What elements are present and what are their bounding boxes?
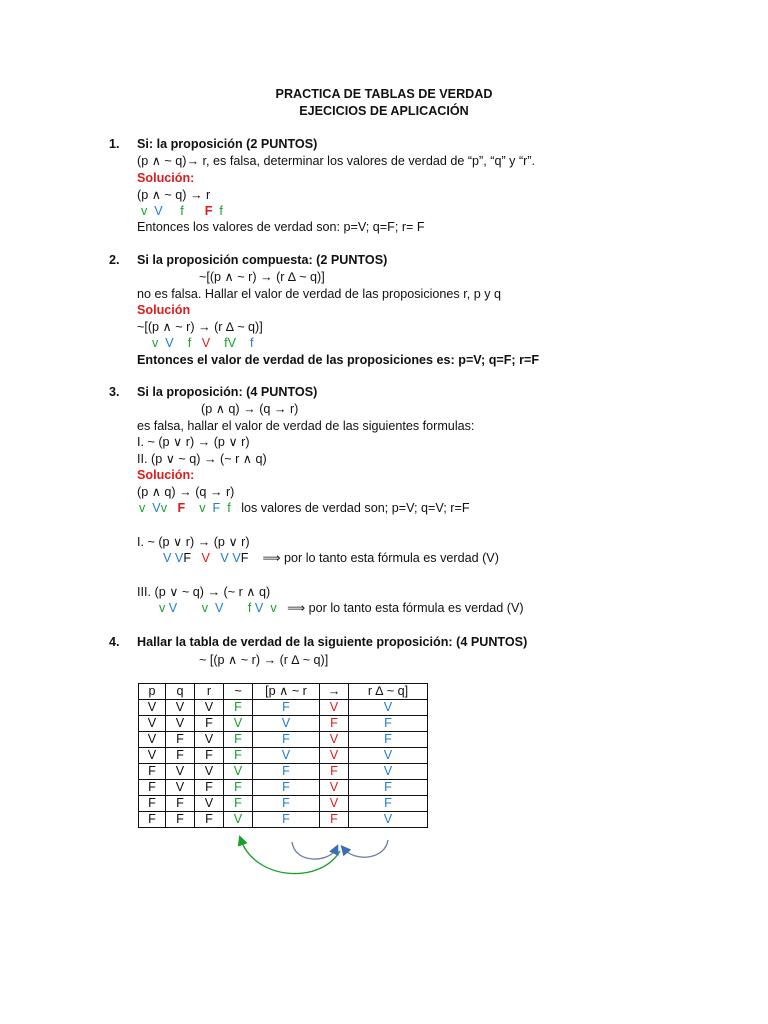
table-cell: V: [320, 748, 349, 764]
table-cell: F: [349, 716, 428, 732]
q2-number: 2.: [109, 253, 120, 267]
q2-val: f: [187, 336, 192, 350]
table-row: [139, 716, 428, 732]
table-cell: V: [166, 700, 195, 716]
q3-sub1-result: ⟹ por lo tanto esta fórmula es verdad (V): [262, 551, 499, 565]
truth-table: [138, 683, 428, 828]
q3-val: v: [139, 501, 146, 515]
table-cell: V: [166, 780, 195, 796]
q1-values: [141, 203, 223, 219]
q1-number: 1.: [109, 137, 120, 151]
green-arrow: [241, 840, 340, 874]
table-cell: F: [195, 716, 224, 732]
table-cell: F: [253, 732, 320, 748]
q3-sub1-val: F: [240, 551, 249, 565]
table-cell: F: [349, 732, 428, 748]
q3-sub2-val: f: [247, 601, 252, 615]
q1-statement: (p ∧ ~ q)→ r, es falsa, determinar los valores de verdad de “p”, “q” y “r”.: [137, 154, 536, 168]
q3-values-text: los valores de verdad son; p=V; q=V; r=F: [241, 501, 470, 515]
table-header-cell: r ∆ ~ q]: [349, 684, 428, 700]
table-cell: V: [195, 700, 224, 716]
table-row: [139, 748, 428, 764]
q3-item-1: I. ~ (p ∨ r) → (p ∨ r): [137, 435, 250, 449]
table-cell: F: [139, 780, 166, 796]
blue-arrow-right: [344, 840, 388, 857]
table-row: [139, 764, 428, 780]
q3-heading: Si la proposición: (4 PUNTOS): [137, 385, 318, 399]
table-header-cell: →: [320, 684, 349, 700]
q3-sub2-values: [159, 600, 524, 616]
table-cell: V: [166, 764, 195, 780]
table-cell: V: [349, 700, 428, 716]
table-cell: F: [195, 748, 224, 764]
table-header-cell: r: [195, 684, 224, 700]
blue-arrow-left: [292, 842, 336, 859]
table-cell: V: [349, 812, 428, 828]
table-cell: F: [166, 796, 195, 812]
table-cell: F: [253, 764, 320, 780]
q1-formula: (p ∧ ~ q) → r: [137, 188, 211, 202]
q3-values: [139, 500, 470, 516]
table-cell: V: [139, 716, 166, 732]
table-cell: F: [320, 812, 349, 828]
q3-val: F: [212, 501, 221, 515]
table-header-cell: q: [166, 684, 195, 700]
q1-val: v: [141, 204, 148, 218]
table-cell: F: [224, 748, 253, 764]
table-cell: V: [349, 748, 428, 764]
doc-title: PRACTICA DE TABLAS DE VERDAD: [275, 87, 493, 101]
q3-sub2-val: V: [215, 601, 224, 615]
table-cell: F: [349, 780, 428, 796]
q1-heading: Si: la proposición (2 PUNTOS): [137, 137, 318, 151]
table-header-row: [139, 684, 428, 700]
table-header-cell: [p ∧ ~ r: [253, 684, 320, 700]
q3-val: F: [177, 501, 186, 515]
q2-statement: no es falsa. Hallar el valor de verdad de las proposiciones r, p y q: [137, 287, 502, 301]
q3-sub1-val: V: [220, 551, 229, 565]
q1-conclusion: Entonces los valores de verdad son: p=V; q=F; r= F: [137, 220, 425, 234]
table-row: [139, 780, 428, 796]
table-cell: V: [224, 764, 253, 780]
table-cell: V: [320, 780, 349, 796]
table-row: [139, 732, 428, 748]
q2-val: v: [152, 336, 159, 350]
q3-sub2-result: ⟹ por lo tanto esta fórmula es verdad (V): [287, 601, 524, 615]
q3-val: v: [199, 501, 206, 515]
q3-sub2-val: V: [168, 601, 178, 615]
q1-val: f: [219, 204, 223, 218]
q3-statement: es falsa, hallar el valor de verdad de las siguientes formulas:: [137, 419, 475, 433]
q3-sub1-val: V: [163, 551, 172, 565]
q2-values: [152, 335, 254, 351]
table-cell: F: [224, 796, 253, 812]
table-cell: F: [224, 700, 253, 716]
table-cell: V: [253, 748, 320, 764]
table-row: [139, 812, 428, 828]
q3-formula-solution: (p ∧ q) → (q → r): [137, 485, 235, 499]
table-cell: F: [139, 796, 166, 812]
q3-sub2-val: v: [201, 601, 208, 615]
q3-formula: (p ∧ q) → (q → r): [201, 402, 299, 416]
table-cell: F: [253, 780, 320, 796]
q3-sub1-values: [163, 550, 499, 566]
q3-sub2-formula: III. (p ∨ ~ q) → (~ r ∧ q): [137, 585, 271, 599]
table-row: [139, 796, 428, 812]
q4-number: 4.: [109, 635, 120, 649]
table-cell: V: [320, 796, 349, 812]
q3-solution-label: Solución:: [137, 468, 195, 482]
table-cell: V: [166, 716, 195, 732]
q1-val: F: [204, 204, 213, 218]
q2-heading: Si la proposición compuesta: (2 PUNTOS): [137, 253, 388, 267]
table-cell: F: [166, 748, 195, 764]
q3-sub1-val: F: [183, 551, 192, 565]
q3-val: f: [227, 501, 231, 515]
table-cell: V: [320, 732, 349, 748]
q3-val: V: [152, 501, 161, 515]
q3-item-2: II. (p ∨ ~ q) → (~ r ∧ q): [137, 452, 267, 466]
table-cell: V: [139, 732, 166, 748]
table-cell: F: [224, 780, 253, 796]
q2-solution-label: Solución: [137, 303, 191, 317]
q3-sub1-formula: I. ~ (p ∨ r) → (p ∨ r): [137, 535, 250, 549]
table-cell: F: [320, 716, 349, 732]
table-cell: F: [166, 732, 195, 748]
q2-val: f: [250, 336, 254, 350]
table-row: [139, 700, 428, 716]
q2-val: fV: [224, 336, 237, 350]
table-header-cell: p: [139, 684, 166, 700]
table-cell: V: [195, 764, 224, 780]
table-cell: V: [139, 700, 166, 716]
table-cell: V: [320, 700, 349, 716]
doc-subtitle: EJECICIOS DE APLICACIÓN: [299, 104, 469, 118]
q1-solution-label: Solución:: [137, 171, 195, 185]
q2-val: V: [165, 336, 174, 350]
table-cell: F: [253, 700, 320, 716]
table-header-cell: ~: [224, 684, 253, 700]
table-cell: V: [139, 748, 166, 764]
table-cell: V: [224, 716, 253, 732]
q3-number: 3.: [109, 385, 120, 399]
q3-sub1-val: V: [174, 551, 184, 565]
q2-val: V: [201, 336, 211, 350]
table-cell: F: [253, 796, 320, 812]
q3-sub1-val: V: [232, 551, 241, 565]
q3-sub2-val: V: [254, 601, 264, 615]
table-cell: F: [139, 764, 166, 780]
table-cell: V: [253, 716, 320, 732]
q3-sub2-val: v: [270, 601, 277, 615]
table-cell: V: [349, 764, 428, 780]
q2-conclusion: Entonces el valor de verdad de las proposiciones es: p=V; q=F; r=F: [137, 353, 540, 367]
table-cell: F: [349, 796, 428, 812]
q2-formula: ~[(p ∧ ~ r) → (r ∆ ~ q)]: [199, 270, 325, 284]
q3-sub1-val: V: [201, 551, 210, 565]
table-cell: F: [253, 812, 320, 828]
q4-heading: Hallar la tabla de verdad de la siguiente proposición: (4 PUNTOS): [137, 635, 528, 649]
q2-formula-solution: ~[(p ∧ ~ r) → (r ∆ ~ q)]: [137, 320, 263, 334]
table-cell: V: [195, 732, 224, 748]
table-cell: F: [320, 764, 349, 780]
table-cell: F: [166, 812, 195, 828]
q1-val: V: [154, 204, 163, 218]
q4-formula: ~ [(p ∧ ~ r) → (r ∆ ~ q)]: [199, 653, 329, 667]
table-cell: V: [195, 796, 224, 812]
table-cell: F: [139, 812, 166, 828]
q1-val: f: [180, 204, 184, 218]
table-cell: F: [195, 812, 224, 828]
q3-sub2-val: v: [159, 601, 166, 615]
table-cell: F: [224, 732, 253, 748]
q3-val: v: [160, 501, 167, 515]
table-cell: F: [195, 780, 224, 796]
table-cell: V: [224, 812, 253, 828]
